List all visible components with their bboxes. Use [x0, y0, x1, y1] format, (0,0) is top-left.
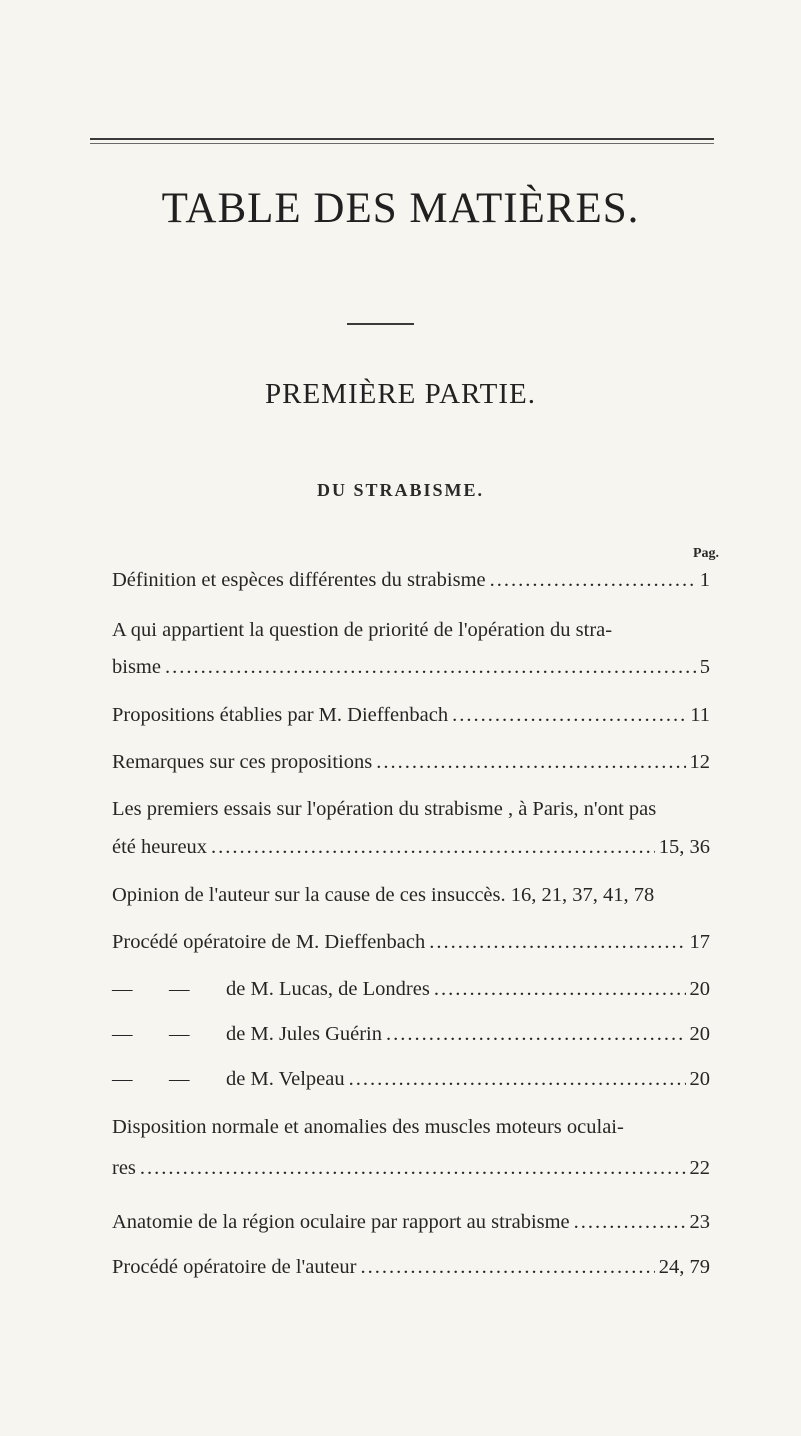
toc-entry-page: 11: [690, 704, 710, 726]
part-title: PREMIÈRE PARTIE.: [265, 378, 536, 410]
toc-entry: [112, 1209, 710, 1235]
toc-entry-text: — — de M. Lucas, de Londres: [112, 978, 430, 1000]
toc-entry-text: Disposition normale et anomalies des muscles moteurs oculai-: [112, 1116, 624, 1138]
leader-dots: [165, 654, 696, 680]
toc-entry: [112, 1114, 710, 1140]
section-title: DU STRABISME.: [316, 480, 485, 500]
toc-entry-text: Opinion de l'auteur sur la cause de ces insuccès. 16, 21, 37, 41, 78: [112, 884, 655, 906]
toc-entry-page: 20: [689, 1023, 710, 1045]
leader-dots: [360, 1254, 654, 1280]
leader-dots: [140, 1155, 686, 1181]
toc-entry-page: 15, 36: [658, 836, 710, 858]
toc-entry: [112, 749, 710, 775]
leader-dots: [452, 702, 686, 728]
toc-entry: [112, 1155, 710, 1181]
leader-dots: [376, 749, 685, 775]
toc-entry-text: Propositions établies par M. Dieffenbach: [112, 704, 449, 726]
toc-entry-text: Procédé opératoire de l'auteur: [112, 1256, 357, 1278]
toc-entry-text: Les premiers essais sur l'opération du strabisme , à Paris, n'ont pas: [112, 798, 657, 820]
toc-entry-text: — — de M. Jules Guérin: [112, 1023, 383, 1045]
toc-entry: [112, 976, 710, 1002]
toc-entry: [112, 796, 710, 822]
toc-entry-page: 12: [689, 751, 710, 773]
toc-entry-page: 24, 79: [658, 1256, 710, 1278]
toc-entry: [112, 1254, 710, 1280]
toc-entry: [112, 834, 710, 860]
toc-entry-page: 17: [689, 931, 710, 953]
toc-entry: [112, 929, 710, 955]
toc-entry-text: Définition et espèces différentes du strabisme: [112, 569, 486, 591]
page-column-label: Pag.: [692, 546, 719, 561]
top-rule-thin: [90, 143, 714, 144]
toc-entry: [112, 882, 710, 908]
top-rule-thick: [90, 138, 714, 140]
leader-dots: [429, 929, 685, 955]
toc-entry-text: A qui appartient la question de priorité de l'opération du stra-: [112, 619, 613, 641]
page-title: TABLE DES MATIÈRES.: [161, 185, 640, 232]
toc-entry: [112, 617, 710, 643]
toc-entry-text: été heureux: [112, 836, 208, 858]
toc-entry: [112, 654, 710, 680]
ditto-marks: — —: [112, 1023, 190, 1045]
toc-entry-text: Remarques sur ces propositions: [112, 751, 373, 773]
toc-entry-text: Procédé opératoire de M. Dieffenbach: [112, 931, 426, 953]
toc-entry: [112, 1066, 710, 1092]
leader-dots: [386, 1021, 685, 1047]
toc-entry-text: Anatomie de la région oculaire par rapport au strabisme: [112, 1211, 570, 1233]
ditto-marks: — —: [112, 1068, 190, 1090]
toc-entry-page: 20: [689, 1068, 710, 1090]
leader-dots: [574, 1209, 686, 1235]
leader-dots: [211, 834, 655, 860]
toc-entry-page: 20: [689, 978, 710, 1000]
ditto-marks: — —: [112, 978, 190, 1000]
leader-dots: [434, 976, 686, 1002]
toc-entry-text: bisme: [112, 656, 161, 678]
leader-dots: [349, 1066, 686, 1092]
toc-entry-page: 23: [689, 1211, 710, 1233]
toc-entry-text: — — de M. Velpeau: [112, 1068, 345, 1090]
toc-entry: [112, 702, 710, 728]
toc-entry-page: 1: [699, 569, 710, 591]
leader-dots: [490, 567, 696, 593]
toc-entry: [112, 1021, 710, 1047]
toc-entry-page: 22: [689, 1157, 710, 1179]
title-divider: [347, 323, 414, 325]
toc-entry: [112, 567, 710, 593]
toc-entry-text: res: [112, 1157, 136, 1179]
toc-entry-page: 5: [699, 656, 710, 678]
